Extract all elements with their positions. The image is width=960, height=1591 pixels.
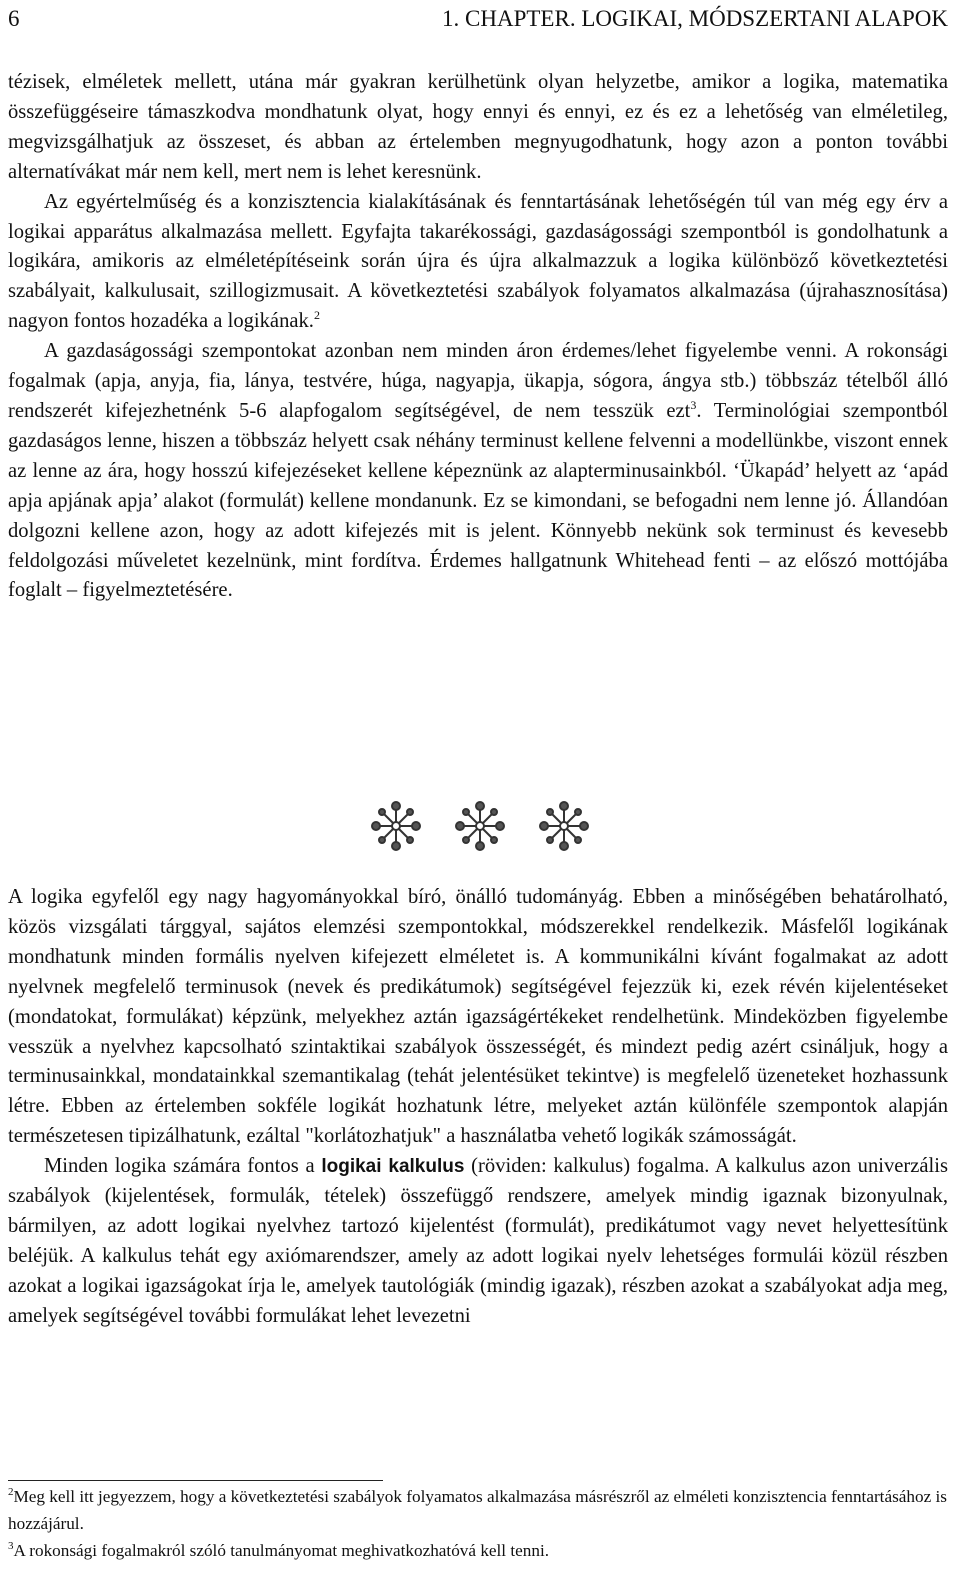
page-number: 6 bbox=[8, 6, 20, 31]
footnote-mark: 2 bbox=[8, 1486, 14, 1498]
footnote-ref[interactable]: 2 bbox=[313, 308, 320, 323]
snowflake-ornament-icon bbox=[370, 800, 422, 852]
paragraph bbox=[8, 68, 948, 188]
footnote-text: Meg kell itt jegyezzem, hogy a következtetési szabályok folyamatos alkalmazása másrészről az elméleti konzisztencia fenntartásához is hozzájárul. bbox=[8, 1487, 947, 1533]
paragraph bbox=[8, 188, 948, 338]
footnote bbox=[8, 1537, 948, 1564]
paragraph bbox=[8, 883, 948, 1152]
body-text-section-1 bbox=[8, 68, 948, 606]
paragraph-text: tézisek, elméletek mellett, utána már gyakran kerülhetünk olyan helyzetbe, amikor a logika, matematika összefüggéseire támaszkodva mondhatunk olyat, hogy ennyi és ennyi, ez és ez a lehetőség van elméletileg, megvizsgálhatjuk az összeset, és abban az értelemben megnyugodhatunk, hogy azon a ponton további alternatívákat már nem kell, mert nem is lehet keresnünk. bbox=[8, 71, 948, 183]
footnote-mark: 3 bbox=[8, 1540, 14, 1552]
paragraph-text: (röviden: kalkulus) fogalma. A kalkulus azon univerzális szabályok (kijelentések, formulák, tételek) összefüggő rendszere, amelyek mindig igaznak bizonyulnak, bármilyen, az adott logikai nyelvhez tartozó kijelentést (formulát), predikátumot vagy nevet helyettesítünk beléjük. A kalkulus tehát egy axiómarendszer, amely az adott logikai nyelv lehetséges formulái közül részben azokat a logikai igazságokat írja le, amelyek tautológiák (mindig igazak), részben azokat a szabályokat adja meg, amelyek segítségével további formulákat lehet levezetni bbox=[8, 1155, 949, 1327]
footnote bbox=[8, 1483, 948, 1537]
footnote-text: A rokonsági fogalmakról szóló tanulmányomat meghivatkozhatóvá kell tenni. bbox=[13, 1541, 550, 1560]
paragraph-text: A gazdaságossági szempontokat azonban nem minden áron érdemes/lehet figyelembe venni. A rokonsági fogalmak (apja, anyja, fia, lánya, testvére, húga, nagyapja, ükapja, sógora, ángya stb.) többszáz tételből álló rendszerét kifejezhetnénk 5-6 alapfogalom segítségével, de nem tesszük ezt bbox=[8, 340, 948, 422]
paragraph-text: Minden logika számára fontos a bbox=[44, 1155, 322, 1178]
paragraph bbox=[8, 337, 948, 606]
paragraph-text: . Terminológiai szempontból gazdaságos lenne, hiszen a többszáz helyett csak néhány terminust kellene felvenni a modellünkbe, viszont ennek az lenne az ára, hogy hosszú kifejezéseket kellene képeznünk az alapterminusainkból. ‘Ükapád’ helyett az ‘apád apja apjának apja’ alakot (formulát) kellene mondanunk. Ez se kimondani, se befogadni nem lenne jó. Állandóan dolgozni kellene azon, hogy az adott kifejezés mit is jelent. Könnyebb nekünk sok terminust és kevesebb feldolgozási műveletet kezelnünk, mint fordítva. Érdemes hallgatnunk Whitehead fenti – az előszó mottójába foglalt – figyelmeztetésére. bbox=[8, 399, 948, 602]
body-text-section-2 bbox=[8, 883, 948, 1332]
section-separator bbox=[370, 800, 590, 860]
footnotes bbox=[8, 1483, 948, 1564]
defined-term: logikai kalkulus bbox=[321, 1156, 465, 1178]
footnote-ref[interactable]: 3 bbox=[690, 397, 697, 412]
footnote-divider bbox=[8, 1480, 383, 1481]
snowflake-ornament-icon bbox=[454, 800, 506, 852]
page-header bbox=[8, 2, 948, 36]
paragraph bbox=[8, 1152, 948, 1331]
running-title: 1. CHAPTER. LOGIKAI, MÓDSZERTANI ALAPOK bbox=[442, 6, 948, 31]
snowflake-ornament-icon bbox=[538, 800, 590, 852]
paragraph-text: A logika egyfelől egy nagy hagyományokkal bíró, önálló tudományág. Ebben a minőségében behatárolható, közös vizsgálati tárggyal, sajátos elemzési szempontokkal, módszerekkel rendelkezik. Másfelől logikának mondhatunk minden formális nyelven kifejezett elméletet is. A kommunikálni kívánt fogalmakat az adott nyelvnek megfelelő terminusok (nevek és predikátumok) segítségével fejezzük ki, ezek révén kijelentéseket (mondatokat, formulákat) képzünk, melyekhez aztán igazságértékeket rendelhetünk. Mindeközben figyelembe vesszük a nyelvhez kapcsolható szintaktikai szabályok összességét, és mindezt pedig azért csináljuk, hogy a terminusainkkal, mondatainkkal szemantikalag (tehát jelentésüket tekintve) is megfelelő üzeneteket hozhassunk létre. Ebben az értelemben sokféle logikát hozhatunk létre, melyeket aztán különféle szempontok alapján természetesen tipizálhatunk, ezáltal "korlátozhatjuk" a használatba vehető logikák számosságát. bbox=[8, 886, 948, 1148]
paragraph-text: Az egyértelműség és a konzisztencia kialakításának és fenntartásának lehetőségén túl van még egy érv a logikai apparátus alkalmazása mellett. Egyfajta takarékossági, gazdaságossági szempontból is gondolhatunk a logikára, amikoris az elméletépítéseink során újra és újra alkalmazzuk a logika különböző következtetési szabályait, kalkulusait, szillogizmusait. A következtetési szabályok folyamatos alkalmazása (újrahasznosítása) nagyon fontos hozadéka a logikának. bbox=[8, 190, 948, 333]
